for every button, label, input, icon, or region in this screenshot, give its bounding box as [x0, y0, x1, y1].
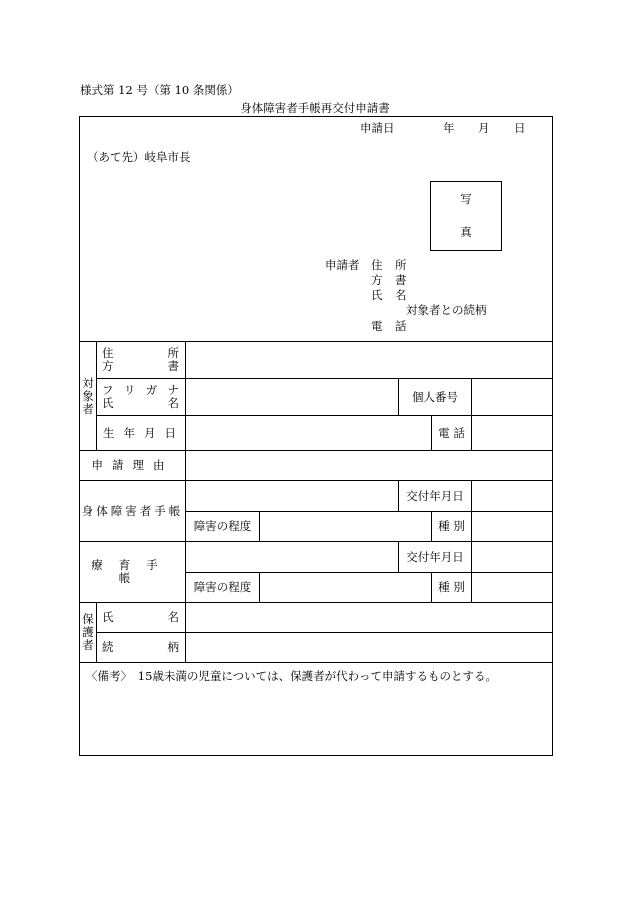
ryoiku-type-field[interactable] [472, 573, 553, 603]
note-text: 〈備考〉 15歳未満の児童については、保護者が代わって申請するものとする。 [86, 669, 498, 683]
year-label: 年 [443, 121, 455, 135]
birth-date-field[interactable] [186, 416, 432, 451]
my-number-label: 個人番号 [399, 379, 472, 416]
guardian-relation-field[interactable] [186, 633, 553, 663]
application-form [79, 116, 553, 756]
photo-box [430, 181, 502, 251]
applicant-phone-char-2: 話 [395, 319, 407, 333]
birth-date-label: 生年月日 [97, 416, 186, 451]
physical-degree-label: 障害の程度 [186, 512, 260, 542]
form-number: 様式第 12 号（第 10 条関係） [80, 83, 239, 97]
subject-vertical-label [80, 342, 97, 451]
applicant-area [80, 117, 553, 342]
subject-name-label: フ リ ガ ナ 氏 名 [97, 379, 186, 416]
ryoiku-type-label: 種 別 [432, 573, 472, 603]
month-label: 月 [478, 121, 490, 135]
subject-address-field[interactable] [186, 342, 553, 379]
subject-char-1: 対 [82, 375, 94, 390]
physical-degree-field[interactable] [260, 512, 432, 542]
guardian-name-field[interactable] [186, 603, 553, 633]
application-date-label: 申請日 [360, 121, 395, 135]
applicant-name-char-1: 氏 [371, 288, 383, 302]
physical-issue-date-label: 交付年月日 [399, 481, 472, 512]
guardian-char-2: 護 [82, 625, 94, 639]
ryoiku-handbook-label: 療育手帳 [80, 542, 186, 603]
subject-phone-field[interactable] [472, 416, 553, 451]
document-title: 身体障害者手帳再交付申請書 [240, 101, 390, 115]
applicant-address-char-1: 住 [371, 258, 383, 272]
applicant-label: 申請者 [325, 258, 360, 272]
subject-name-field[interactable] [186, 379, 399, 416]
ryoiku-issue-date-field[interactable] [472, 542, 553, 573]
applicant-address-char-2: 所 [395, 258, 407, 272]
applicant-name-char-2: 名 [395, 288, 407, 302]
photo-char-2: 真 [460, 225, 472, 239]
photo-char-1: 写 [460, 192, 472, 206]
applicant-katagaki-char-2: 書 [395, 273, 407, 287]
ryoiku-issue-date-label: 交付年月日 [399, 542, 472, 573]
reason-label: 申請理由 [80, 451, 186, 481]
guardian-vertical-label [80, 603, 97, 663]
ryoiku-degree-label: 障害の程度 [186, 573, 260, 603]
ryoiku-degree-field[interactable] [260, 573, 432, 603]
physical-blank-field[interactable] [186, 481, 399, 512]
applicant-phone-char-1: 電 [371, 319, 383, 333]
physical-type-label: 種 別 [432, 512, 472, 542]
addressee: （あて先）岐阜市長 [87, 150, 191, 164]
guardian-name-label: 氏 名 [97, 603, 186, 633]
day-label: 日 [514, 121, 526, 135]
ryoiku-blank-field[interactable] [186, 542, 399, 573]
my-number-field[interactable] [472, 379, 553, 416]
subject-address-label: 住 所 方 書 [97, 342, 186, 379]
subject-char-3: 者 [82, 401, 94, 416]
subject-char-2: 象 [82, 388, 94, 403]
note [80, 663, 553, 756]
guardian-char-3: 者 [82, 638, 94, 652]
relation-label: 対象者との続柄 [406, 303, 487, 317]
reason-field[interactable] [186, 451, 553, 481]
physical-handbook-label: 身体障害者手帳 [80, 481, 186, 542]
guardian-char-1: 保 [82, 612, 94, 626]
subject-phone-label: 電 話 [432, 416, 472, 451]
physical-issue-date-field[interactable] [472, 481, 553, 512]
applicant-katagaki-char-1: 方 [371, 273, 383, 287]
guardian-relation-label: 続 柄 [97, 633, 186, 663]
physical-type-field[interactable] [472, 512, 553, 542]
